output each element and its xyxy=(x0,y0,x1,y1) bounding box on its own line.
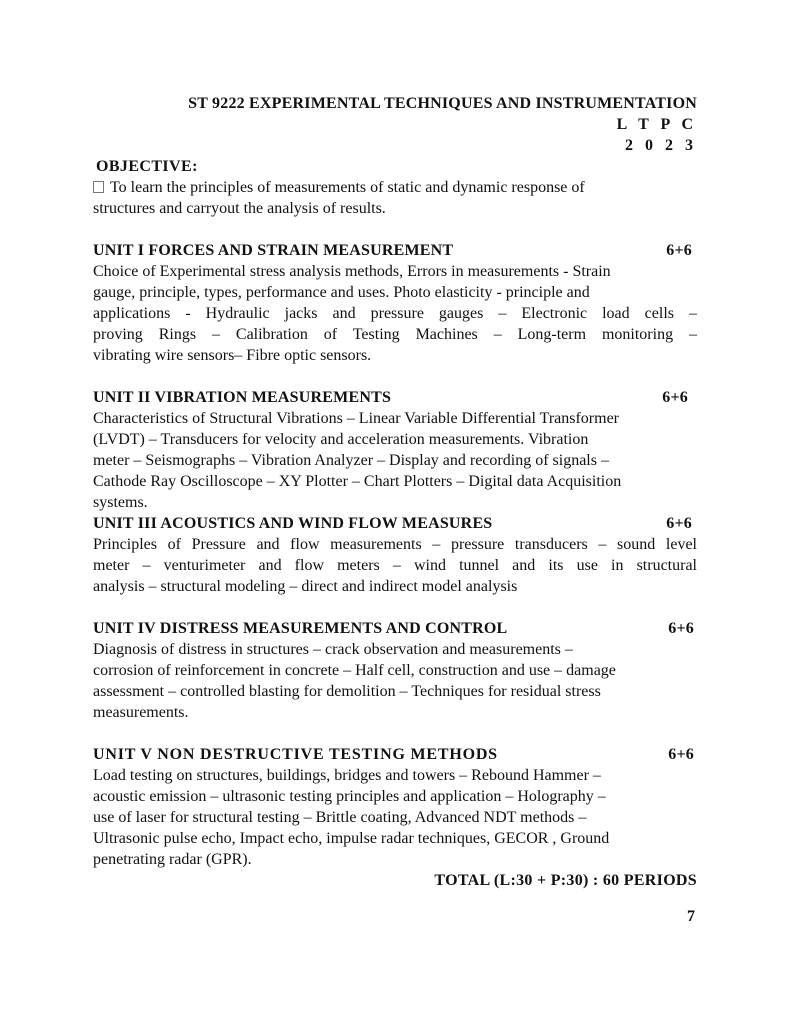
unit-line: applications - Hydraulic jacks and pressure gauges – Electronic load cells – xyxy=(93,305,697,322)
unit-line: Principles of Pressure and flow measurements – pressure transducers – sound level xyxy=(93,536,697,553)
unit-title: UNIT II VIBRATION MEASUREMENTS xyxy=(93,389,392,406)
unit-line: gauge, principle, types, performance and uses. Photo elasticity - principle and xyxy=(93,284,590,301)
unit-line: assessment – controlled blasting for demolition – Techniques for residual stress xyxy=(93,683,601,700)
unit-description xyxy=(93,639,697,723)
objective-heading: OBJECTIVE: xyxy=(96,158,198,175)
unit-section xyxy=(93,387,697,513)
unit-line: penetrating radar (GPR). xyxy=(93,851,252,868)
unit-line: corrosion of reinforcement in concrete – Half cell, construction and use – damage xyxy=(93,662,616,679)
page-number: 7 xyxy=(687,908,695,925)
unit-description xyxy=(93,765,697,870)
unit-heading xyxy=(93,513,697,534)
unit-description xyxy=(93,408,697,513)
total-periods: TOTAL (L:30 + P:30) : 60 PERIODS xyxy=(434,872,697,889)
unit-line: meter – Seismographs – Vibration Analyzer – Display and recording of signals – xyxy=(93,452,609,469)
unit-heading xyxy=(93,618,697,639)
unit-line: vibrating wire sensors– Fibre optic sensors. xyxy=(93,347,372,364)
unit-line: use of laser for structural testing – Brittle coating, Advanced NDT methods – xyxy=(93,809,587,826)
unit-line: proving Rings – Calibration of Testing Machines – Long-term monitoring – xyxy=(93,326,697,343)
unit-hours: 6+6 xyxy=(668,746,694,763)
unit-section xyxy=(93,240,697,366)
unit-hours: 6+6 xyxy=(668,620,694,637)
unit-line: Choice of Experimental stress analysis methods, Errors in measurements - Strain xyxy=(93,263,611,280)
unit-heading xyxy=(93,387,697,408)
unit-hours: 6+6 xyxy=(666,242,692,259)
unit-hours: 6+6 xyxy=(662,389,688,406)
unit-title: UNIT III ACOUSTICS AND WIND FLOW MEASURES xyxy=(93,515,493,532)
unit-line: Cathode Ray Oscilloscope – XY Plotter – Chart Plotters – Digital data Acquisition xyxy=(93,473,622,490)
unit-heading xyxy=(93,744,697,765)
unit-title: UNIT V NON DESTRUCTIVE TESTING METHODS xyxy=(93,746,498,763)
unit-section xyxy=(93,744,697,870)
unit-title: UNIT I FORCES AND STRAIN MEASUREMENT xyxy=(93,242,454,259)
unit-line: analysis – structural modeling – direct and indirect model analysis xyxy=(93,578,518,595)
unit-section xyxy=(93,513,697,597)
unit-heading xyxy=(93,240,697,261)
unit-line: (LVDT) – Transducers for velocity and acceleration measurements. Vibration xyxy=(93,431,589,448)
unit-hours: 6+6 xyxy=(666,515,692,532)
objective-line xyxy=(93,177,697,198)
unit-line: Characteristics of Structural Vibrations – Linear Variable Differential Transformer xyxy=(93,410,619,427)
objective-line: structures and carryout the analysis of results. xyxy=(93,200,386,217)
bullet-icon xyxy=(93,181,104,193)
objective-text: To learn the principles of measurements of static and dynamic response of xyxy=(110,179,585,196)
unit-line: measurements. xyxy=(93,704,189,721)
unit-line: meter – venturimeter and flow meters – wind tunnel and its use in structural xyxy=(93,557,697,574)
unit-section xyxy=(93,618,697,723)
ltpc-label: L T P C xyxy=(616,116,697,133)
unit-line: acoustic emission – ultrasonic testing principles and application – Holography – xyxy=(93,788,606,805)
unit-line: Ultrasonic pulse echo, Impact echo, impulse radar techniques, GECOR , Ground xyxy=(93,830,610,847)
unit-line: systems. xyxy=(93,494,148,511)
ltpc-values: 2 0 2 3 xyxy=(625,137,697,154)
unit-line: Load testing on structures, buildings, bridges and towers – Rebound Hammer – xyxy=(93,767,601,784)
syllabus-page xyxy=(93,93,697,891)
unit-description xyxy=(93,261,697,366)
unit-description xyxy=(93,534,697,597)
unit-title: UNIT IV DISTRESS MEASUREMENTS AND CONTROL xyxy=(93,620,508,637)
unit-line: Diagnosis of distress in structures – crack observation and measurements – xyxy=(93,641,573,658)
course-title: ST 9222 EXPERIMENTAL TECHNIQUES AND INSTRUMENTATION xyxy=(188,95,697,112)
